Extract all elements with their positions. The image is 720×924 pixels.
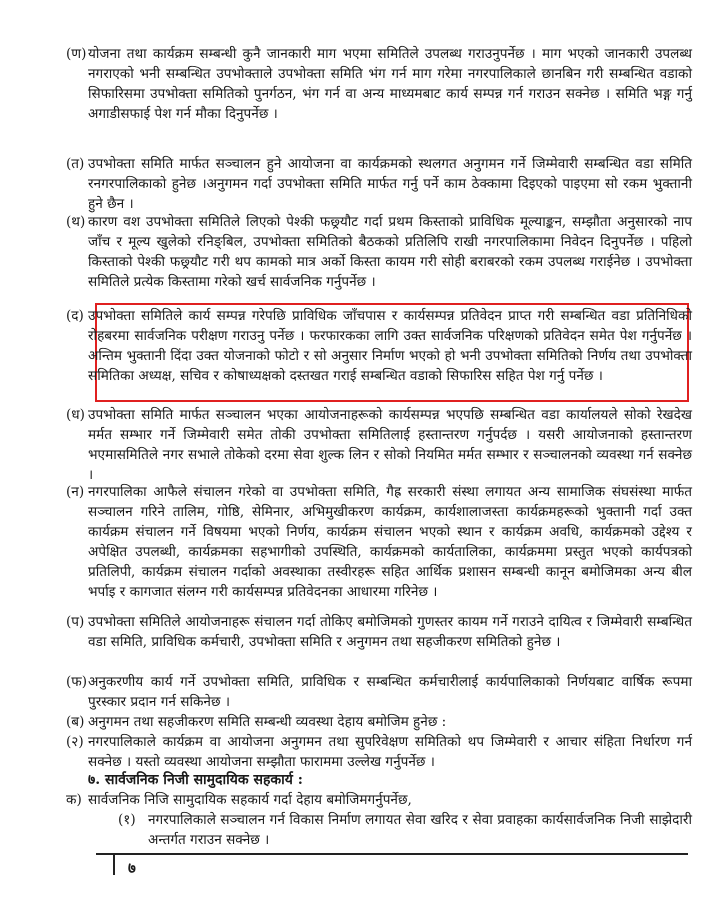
clause-text: योजना तथा कार्यक्रम सम्बन्धी कुनै जानकारी माग भएमा समितिले उपलब्ध गराउनुपर्नेछ । माग भएको जानकारी उपलब्ध नगराएको भनी सम्बन्धित उपभोक्ताले उपभोक्ता समिति भंग गर्न माग गरेमा नगरपालिकाले छानबिन गरी सम्बन्धित वडाको सिफारिसमा उपभोक्ता समितिको पुनर्गठन, भंग गर्न वा अन्य माध्यमबाट कार्य सम्पन्न गर्न गराउन सक्नेछ । समिति भङ्ग गर्नु अगाडीसफाई पेश गर्न मौका दिनुपर्नेछ । (88, 46, 692, 123)
clause-label: (प) (66, 614, 85, 630)
clause-text: उपभोक्ता समिति मार्फत सञ्चालन हुने आयोजना वा कार्यक्रमको स्थलगत अनुगमन गर्ने जिम्मेवारी सम्बन्धित वडा समिति रनगरपालिकाको हुनेछ ।अनुगमन गर्दा उपभोक्ता समिति मार्फत गर्नु पर्ने काम ठेक्कामा दिइएको पाइएमा सो रकम भुक्तानी हुने छैन । (88, 156, 692, 213)
sub-item-1 (118, 810, 692, 850)
clause-text: उपभोक्ता समितिले कार्य सम्पन्न गरेपछि प्राविधिक जाँचपास र कार्यसम्पन्न प्रतिवेदन प्राप्त गरी सम्बन्धित वडा प्रतिनिधिको रोहबरमा सार्वजनिक परीक्षण गराउनु पर्नेछ । फरफारकका लागि उक्त सार्वजनिक परिक्षणको प्रतिवेदन समेत पेश गर्नुपर्नेछ । अन्तिम भुक्तानी दिंदा उक्त योजनाको फोटो र सो अनुसार निर्माण भएको हो भनी उपभोक्ता समितिको निर्णय तथा उपभोक्ता समितिका अध्यक्ष, सचिव र कोषाध्यक्षको दस्तखत गराई सम्बन्धित वडाको सिफारिस सहित पेश गर्नु पर्नेछ । (88, 308, 692, 385)
clause-text: उपभोक्ता समिति मार्फत सञ्चालन भएका आयोजनाहरूको कार्यसम्पन्न भएपछि सम्बन्धित वडा कार्यालयले सोको रेखदेख मर्मत सम्भार गर्ने जिम्मेवारी समेत तोकी उपभोक्ता समितिलाई हस्तान्तरण गर्नुपर्दछ । यसरी आयोजनाको हस्तान्तरण भएमासमितिले नगर सभाले तोकेको दरमा सेवा शुल्क लिन र सोको नियमित मर्मत सम्भार र सञ्चालनको व्यवस्था गर्न सक्नेछ । (88, 407, 692, 484)
clause-text: कारण वश उपभोक्ता समितिले लिएको पेश्की फछ्र्यौट गर्दा प्रथम किस्ताको प्राविधिक मूल्याङ्कन, सम्झौता अनुसारको नाप जाँच र मूल्य खुलेको रनिङ्बिल, उपभोक्ता समितिको बैठकको प्रतिलिपि राखी नगरपालिकामा निवेदन दिनुपर्नेछ । पहिलो किस्ताको पेश्की फछ्र्यौट गरी थप कामको मात्र अर्को किस्ता कायम गरी सोही बराबरको रकम उपलब्ध गराईनेछ । उपभोक्ता समितिले प्रत्येक किस्तामा गरेको खर्च सार्वजनिक गर्नुपर्नेछ । (88, 214, 692, 291)
clause-label: (थ) (66, 214, 86, 230)
clause-ba (66, 712, 692, 732)
clause-label: (ध) (66, 407, 85, 423)
page-number: ७ (128, 859, 136, 877)
clause-text: नगरपालिका आफैले संचालन गरेको वा उपभोक्ता समिति, गैह्र सरकारी संस्था लगायत अन्य सामाजिक संघसंस्था मार्फत सञ्चालन गरिने तालिम, गोष्ठि, सेमिनार, अभिमुखीकरण कार्यक्रम, कार्यशालाजस्ता कार्यक्रमहरूको भुक्तानी गर्दा उक्त कार्यक्रम संचालन गर्ने विषयमा भएको निर्णय, कार्यक्रम संचालन भएको स्थान र कार्यक्रम अवधि, कार्यक्रमको उद्देश्य र अपेक्षित उपलब्धी, कार्यक्रमका सहभागीको उपस्थिति, कार्यक्रमको कार्यतालिका, कार्यक्रममा प्रस्तुत भएको कार्यपत्रको प्रतिलिपी, कार्यक्रम संचालन गर्दाको अवस्थाका तस्वीरहरू सहित आर्थिक प्रशासन सम्बन्धी कानून बमोजिमका अन्य बील भर्पाइ र कागजात संलग्न गरी कार्यसम्पन्न प्रतिवेदनका आधारमा गरिनेछ । (88, 484, 692, 601)
clause-text: उपभोक्ता समितिले आयोजनाहरू संचालन गर्दा तोकिए बमोजिमको गुणस्तर कायम गर्ने गराउने दायित्व र जिम्मेवारी सम्बन्धित वडा समिति, प्राविधिक कर्मचारी, उपभोक्ता समिति र अनुगमन तथा सहजीकरण समितिको हुनेछ । (88, 614, 692, 651)
clause-text: सार्वजनिक निजि सामुदायिक सहकार्य गर्दा देहाय बमोजिमगर्नुपर्नेछ, (88, 792, 412, 808)
clause-na (66, 44, 692, 124)
clause-label: (त) (66, 156, 85, 172)
clause-dha (66, 405, 692, 485)
clause-label: (फ) (66, 674, 88, 690)
clause-label: क) (66, 792, 82, 808)
clause-tha (66, 212, 692, 292)
clause-label: (२) (66, 734, 84, 750)
footer-divider (113, 853, 115, 875)
clause-label: (ण) (66, 46, 87, 62)
clause-label: (न) (66, 484, 85, 500)
clause-text: अनुकरणीय कार्य गर्ने उपभोक्ता समिति, प्राविधिक र सम्बन्धित कर्मचारीलाई कार्यपालिकाको निर्णयबाट वार्षिक रूपमा पुरस्कार प्रदान गर्न सकिनेछ । (88, 674, 692, 711)
clause-na2 (66, 482, 692, 603)
section-heading: ७. सार्वजनिक निजी सामुदायिक सहकार्य : (88, 772, 303, 788)
sub-clause-ka (66, 790, 692, 810)
clause-da (66, 306, 692, 386)
clause-text: अनुगमन तथा सहजीकरण समिति सम्बन्धी व्यवस्था देहाय बमोजिम हुनेछ : (88, 714, 447, 730)
clause-text: नगरपालिकाले कार्यक्रम वा आयोजना अनुगमन तथा सुपरिवेक्षण समितिको थप जिम्मेवारी र आचार संहिता निर्धारण गर्न सक्नेछ । यस्तो व्यवस्था आयोजना सम्झौता फाराममा उल्लेख गर्नुपर्नेछ । (88, 734, 692, 771)
clause-pa (66, 612, 692, 652)
clause-label: (द) (66, 308, 84, 324)
clause-label: (१) (118, 812, 136, 828)
clause-pha (66, 672, 692, 712)
clause-text: नगरपालिकाले सञ्चालन गर्न विकास निर्माण लगायत सेवा खरिद र सेवा प्रवाहका कार्यसार्वजनिक निजी साझेदारी अन्तर्गत गराउन सक्नेछ । (148, 812, 692, 849)
clause-2 (66, 732, 692, 772)
clause-label: (ब) (66, 714, 85, 730)
footer-rule (96, 853, 688, 855)
clause-ta (66, 154, 692, 214)
